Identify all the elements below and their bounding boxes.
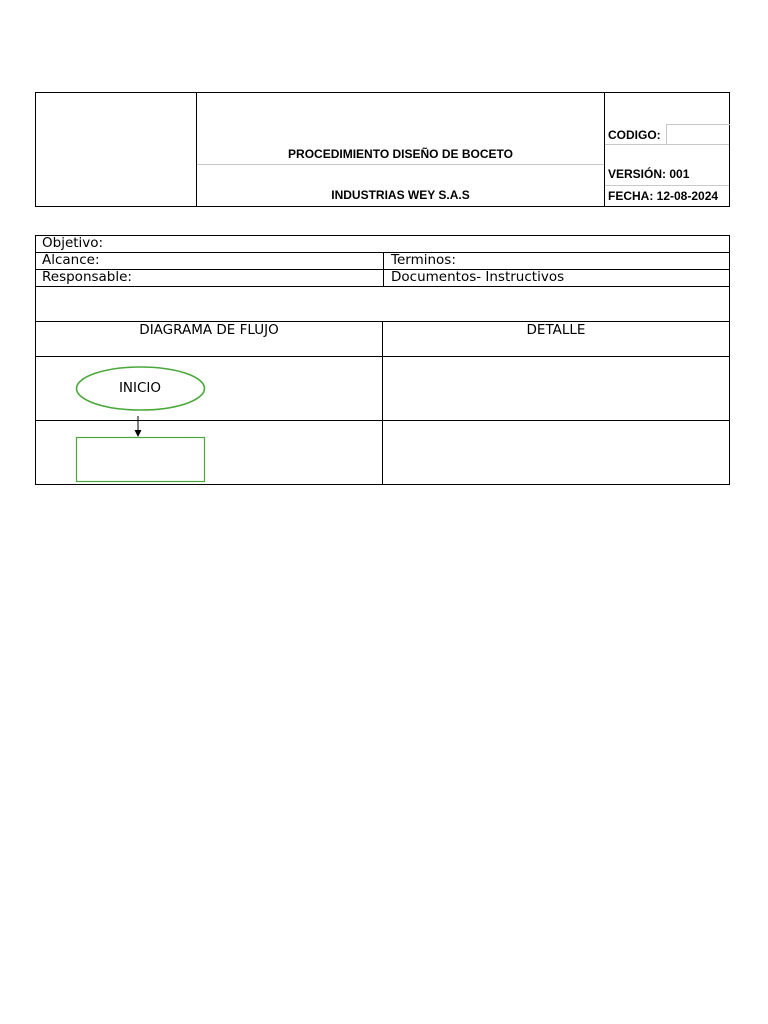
start-label: INICIO	[118, 380, 162, 396]
alcance-label: Alcance:	[42, 252, 100, 268]
column-divider-upper	[383, 253, 384, 286]
detail-header: DETALLE	[526, 322, 586, 338]
flow-diagram-header: DIAGRAMA DE FLUJO	[139, 322, 279, 338]
process-box	[77, 438, 205, 482]
fecha-label: FECHA: 12-08-2024	[608, 189, 719, 203]
terminos-label: Terminos:	[391, 252, 456, 268]
column-divider-lower	[382, 322, 383, 484]
codigo-value-box	[666, 124, 730, 145]
header-divider-right	[604, 93, 605, 206]
company-name: INDUSTRIAS WEY S.A.S	[331, 188, 470, 202]
version-label: VERSIÓN: 001	[608, 167, 690, 181]
flowchart	[36, 357, 382, 485]
responsable-label: Responsable:	[42, 269, 132, 285]
arrow-down-icon	[135, 430, 142, 437]
procedure-title: PROCEDIMIENTO DISEÑO DE BOCETO	[288, 147, 513, 161]
row-divider-3	[36, 286, 729, 287]
documentos-label: Documentos- Instructivos	[391, 269, 565, 285]
header-version-divider	[605, 185, 729, 186]
objetivo-label: Objetivo:	[42, 235, 104, 251]
codigo-label: CODIGO:	[608, 128, 661, 142]
logo-cell	[36, 93, 196, 206]
header-title-divider	[197, 164, 604, 165]
